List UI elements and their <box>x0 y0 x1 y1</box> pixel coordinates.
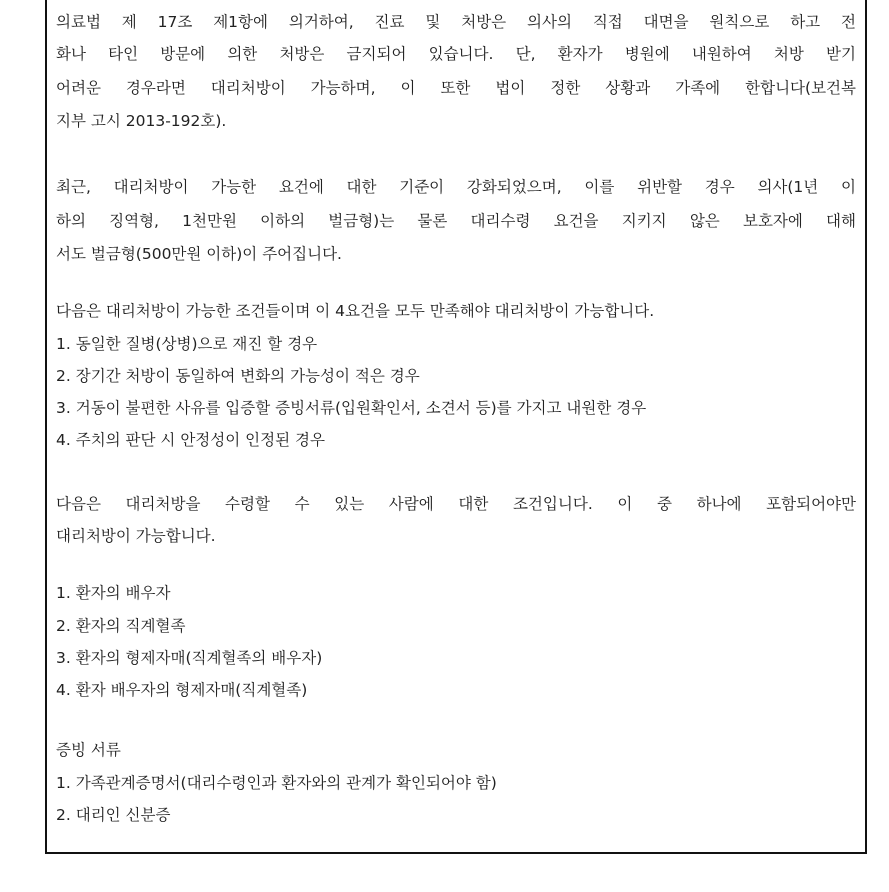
recipients-intro-line-1: 다음은 대리처방을 수령할 수 있는 사람에 대한 조건입니다. 이 중 하나에 포함되어야만 <box>56 495 856 513</box>
paragraph-2-line-1: 최근, 대리처방이 가능한 요건에 대한 기준이 강화되었으며, 이를 위반할 경우 의사(1년 이 <box>56 178 856 196</box>
recipients-item-1: 1. 환자의 배우자 <box>56 584 171 602</box>
paragraph-1-line-4: 지부 고시 2013-192호). <box>56 112 227 130</box>
documents-item-2: 2. 대리인 신분증 <box>56 806 171 824</box>
recipients-intro-line-2: 대리처방이 가능합니다. <box>56 527 216 545</box>
conditions-intro: 다음은 대리처방이 가능한 조건들이며 이 4요건을 모두 만족해야 대리처방이 가능합니다. <box>56 302 655 320</box>
conditions-item-3: 3. 거동이 불편한 사유를 입증할 증빙서류(입원확인서, 소견서 등)를 가지고 내원한 경우 <box>56 399 647 417</box>
conditions-item-4: 4. 주치의 판단 시 안정성이 인정된 경우 <box>56 431 325 449</box>
documents-item-1: 1. 가족관계증명서(대리수령인과 환자와의 관계가 확인되어야 함) <box>56 774 497 792</box>
conditions-item-2: 2. 장기간 처방이 동일하여 변화의 가능성이 적은 경우 <box>56 367 420 385</box>
paragraph-1-line-1: 의료법 제 17조 제1항에 의거하여, 진료 및 처방은 의사의 직접 대면을 원칙으로 하고 전 <box>56 13 856 31</box>
paragraph-2-line-3: 서도 벌금형(500만원 이하)이 주어집니다. <box>56 245 342 263</box>
documents-title: 증빙 서류 <box>56 741 121 759</box>
paragraph-1-line-2: 화나 타인 방문에 의한 처방은 금지되어 있습니다. 단, 환자가 병원에 내원하여 처방 받기 <box>56 45 856 63</box>
recipients-item-3: 3. 환자의 형제자매(직계혈족의 배우자) <box>56 649 323 667</box>
paragraph-2-line-2: 하의 징역형, 1천만원 이하의 벌금형)는 물론 대리수령 요건을 지키지 않은 보호자에 대해 <box>56 212 856 230</box>
recipients-item-4: 4. 환자 배우자의 형제자매(직계혈족) <box>56 681 308 699</box>
notice-box <box>45 0 867 854</box>
conditions-item-1: 1. 동일한 질병(상병)으로 재진 할 경우 <box>56 335 318 353</box>
recipients-item-2: 2. 환자의 직계혈족 <box>56 617 186 635</box>
paragraph-1-line-3: 어려운 경우라면 대리처방이 가능하며, 이 또한 법이 정한 상황과 가족에 한합니다(보건복 <box>56 79 856 97</box>
